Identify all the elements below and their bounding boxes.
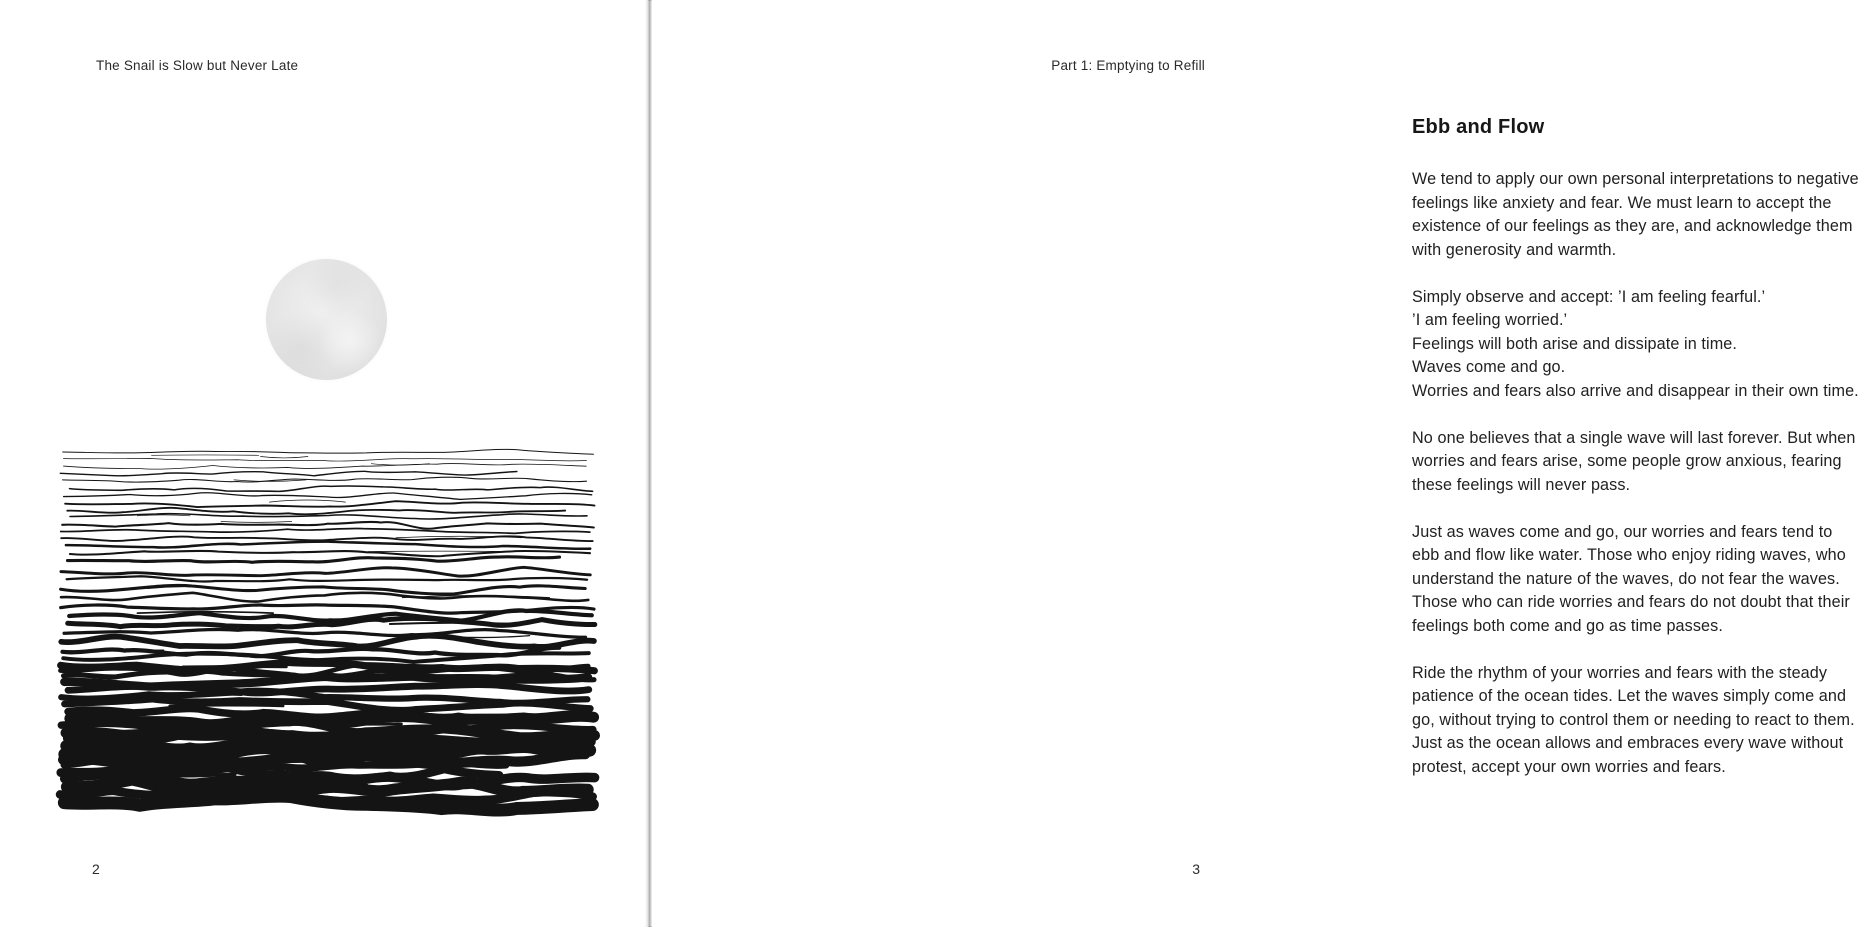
waves-icon [62, 448, 597, 812]
chapter-title: Ebb and Flow [1412, 116, 1545, 138]
paragraph: No one believes that a single wave will last forever. But when worries and fears arise, some people grow anxious, fearing these feelings will never pass. [1412, 428, 1856, 494]
paragraph: Ride the rhythm of your worries and fears with the steady patience of the ocean tides. Let the waves simply come and go, without trying to control them or needing to react to them. Just as the ocean allows and embraces every wave without protest, accept your own worries and fears. [1412, 663, 1855, 776]
left-page [0, 0, 648, 927]
left-running-header: The Snail is Slow but Never Late [96, 58, 299, 73]
right-running-header: Part 1: Emptying to Refill [1051, 58, 1205, 73]
paragraph: Just as waves come and go, our worries and fears tend to ebb and flow like water. Those who enjoy riding waves, who understand the nature of the waves, do not fear the waves. Those who can ride worries and fears do not doubt that their feelings both come and go as time passes. [1412, 522, 1850, 635]
moon-icon [266, 259, 387, 380]
left-page-number: 2 [92, 861, 100, 877]
paragraph: We tend to apply our own personal interpretations to negative feelings like anxiety and fear. We must learn to accept the existence of our feelings as they are, and acknowledge them with generosity and warmth. [1412, 170, 1859, 259]
chapter-content [1412, 115, 1864, 803]
paragraph: Simply observe and accept: ’I am feeling fearful.’ ’I am feeling worried.’ Feelings will both arise and dissipate in time. Waves come and go. Worries and fears also arrive and disappear in their own time. [1412, 287, 1859, 400]
right-page [652, 0, 1859, 927]
right-page-number: 3 [1192, 861, 1200, 877]
